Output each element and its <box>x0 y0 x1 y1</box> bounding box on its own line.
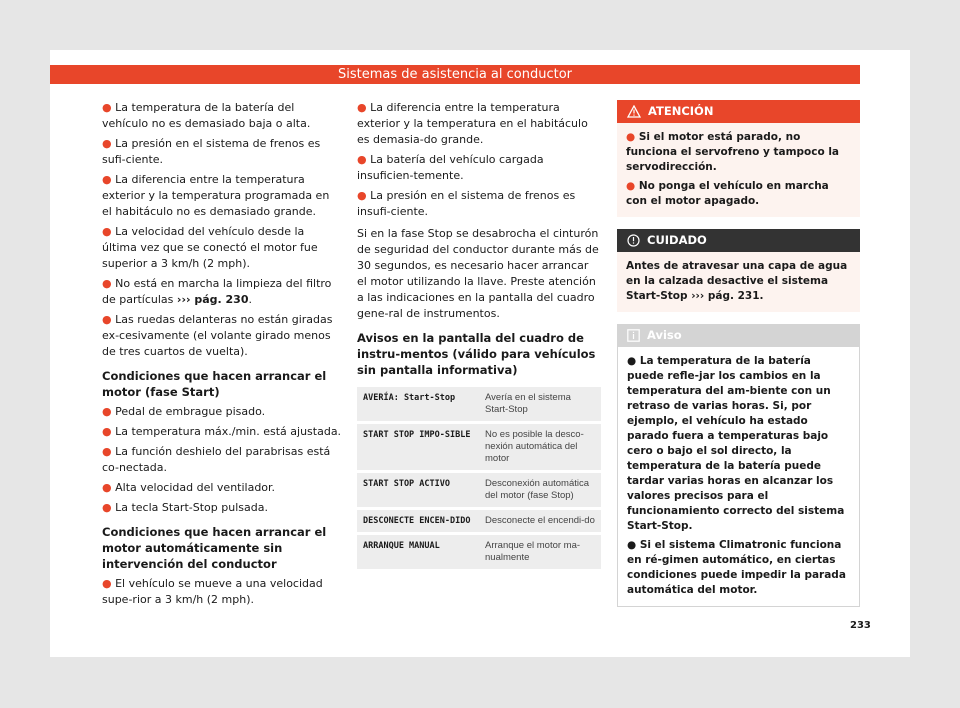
page-reference-link[interactable]: ››› pág. 230 <box>176 293 249 306</box>
warning-header <box>617 100 860 123</box>
page-number: 233 <box>850 620 871 631</box>
list-item: ● La diferencia entre la temperatura exterior y la temperatura en el habitáculo es demasia-do grande. <box>357 101 588 146</box>
message-code: AVERÍA: Start-Stop <box>357 387 479 421</box>
heading-auto-start: Condiciones que hacen arrancar el motor automáticamente sin intervención del conductor <box>102 525 327 571</box>
bullet-icon: ● <box>102 577 116 590</box>
warning-title: ATENCIÓN <box>648 104 714 118</box>
column-1 <box>102 100 342 612</box>
table-row <box>357 535 601 569</box>
list-item: ● Alta velocidad del ventilador. <box>102 481 276 494</box>
message-code: START STOP ACTIVO <box>357 473 479 507</box>
list-item: ● La presión en el sistema de frenos es sufi-ciente. <box>102 137 321 166</box>
message-code: ARRANQUE MANUAL <box>357 535 479 569</box>
list-item: ● Pedal de embrague pisado. <box>102 405 266 418</box>
bullet-icon: ● <box>102 425 116 438</box>
caution-body: Antes de atravesar una capa de agua en la calzada desactive el sistema Start-Stop ››› pág. 231. <box>617 252 860 312</box>
bullet-icon: ● <box>627 355 640 367</box>
bullet-icon: ● <box>102 405 116 418</box>
column-3 <box>617 100 860 619</box>
message-description: Desconexión automática del motor (fase Stop) <box>479 473 601 507</box>
list-item: ● El vehículo se mueve a una velocidad supe-rior a 3 km/h (2 mph). <box>102 577 323 606</box>
message-description: Desconecte el encendi-do <box>479 510 601 532</box>
note-title: Aviso <box>647 328 682 342</box>
note-box <box>617 324 860 607</box>
list-item: ● No ponga el vehículo en marcha con el motor apagado. <box>626 180 829 207</box>
warning-triangle-icon <box>627 105 641 118</box>
warning-box <box>617 100 860 217</box>
message-code: START STOP IMPO-SIBLE <box>357 424 479 470</box>
bullet-icon: ● <box>626 180 639 192</box>
page-reference-link[interactable]: ››› pág. 231. <box>691 290 764 302</box>
caution-box <box>617 229 860 312</box>
table-row <box>357 424 601 470</box>
bullet-icon: ● <box>102 101 116 114</box>
bullet-icon: ● <box>102 277 116 290</box>
note-header <box>617 324 860 347</box>
table-row <box>357 387 601 421</box>
list-item: ● La diferencia entre la temperatura exterior y la temperatura programada en el habitáculo no es demasiado grande. <box>102 173 330 218</box>
bullet-icon: ● <box>102 313 116 326</box>
list-item: ● La función deshielo del parabrisas está co-nectada. <box>102 445 331 474</box>
list-item: ● La temperatura de la batería del vehículo no es demasiado baja o alta. <box>102 101 311 130</box>
bullet-icon: ● <box>627 539 640 551</box>
bullet-icon: ● <box>626 131 639 143</box>
bullet-icon: ● <box>102 501 116 514</box>
paragraph-seatbelt: Si en la fase Stop se desabrocha el cinturón de seguridad del conductor durante más de 30 segundos, es necesario hacer arrancar el motor utilizando la llave. Preste atención a las indicaciones en la pantalla del cuadro gene-ral de instrumentos. <box>357 227 599 320</box>
caution-title: CUIDADO <box>647 233 707 247</box>
section-header: Sistemas de asistencia al conductor <box>50 65 860 84</box>
table-row <box>357 473 601 507</box>
list-item: ● La temperatura de la batería puede refle-jar los cambios en la temperatura del am-biente con un retraso de varias horas. Si, por ejemplo, el vehículo ha estado parado fuera a temperaturas bajo cero o bajo el sol directo, la temperatura de la batería puede tardar varias horas en alcanzar los valores precisos para el funcionamiento correcto del sistema Start-Stop. <box>627 355 845 532</box>
list-item: ● La velocidad del vehículo desde la última vez que se conectó el motor fue superior a 3 km/h (2 mph). <box>102 225 318 270</box>
bullet-icon: ● <box>357 153 371 166</box>
list-item: ● No está en marcha la limpieza del filtro de partículas ››› pág. 230. <box>102 277 332 306</box>
list-item: ● Si el motor está parado, no funciona el servofreno y tampoco la servodirección. <box>626 131 840 173</box>
message-description: Arranque el motor ma-nualmente <box>479 535 601 569</box>
list-item: ● Si el sistema Climatronic funciona en ré-gimen automático, en ciertas condiciones puede impedir la parada automática del motor. <box>627 539 846 596</box>
messages-table <box>357 384 601 572</box>
message-description: No es posible la desco-nexión automática del motor <box>479 424 601 470</box>
list-item: ● La batería del vehículo cargada insuficien-temente. <box>357 153 544 182</box>
caution-header <box>617 229 860 252</box>
column-2 <box>357 100 601 572</box>
bullet-icon: ● <box>102 137 116 150</box>
heading-display-messages: Avisos en la pantalla del cuadro de instru-mentos (válido para vehículos sin pantalla informativa) <box>357 331 596 377</box>
list-item: ● La tecla Start-Stop pulsada. <box>102 501 268 514</box>
table-row <box>357 510 601 532</box>
bullet-icon: ● <box>357 101 371 114</box>
heading-start-conditions: Condiciones que hacen arrancar el motor (fase Start) <box>102 369 327 399</box>
list-item: ● La temperatura máx./min. está ajustada. <box>102 425 342 438</box>
bullet-icon: ● <box>102 445 116 458</box>
message-description: Avería en el sistema Start-Stop <box>479 387 601 421</box>
bullet-icon: ● <box>102 225 116 238</box>
message-code: DESCONECTE ENCEN-DIDO <box>357 510 479 532</box>
info-circle-icon <box>627 234 640 247</box>
bullet-icon: ● <box>357 189 371 202</box>
bullet-icon: ● <box>102 481 116 494</box>
list-item: ● La presión en el sistema de frenos es insufi-ciente. <box>357 189 576 218</box>
list-item: ● Las ruedas delanteras no están giradas ex-cesivamente (el volante girado menos de tres cuartos de vuelta). <box>102 313 333 358</box>
bullet-icon: ● <box>102 173 116 186</box>
warning-body <box>617 123 860 217</box>
note-body <box>617 347 860 607</box>
info-icon <box>627 329 640 342</box>
